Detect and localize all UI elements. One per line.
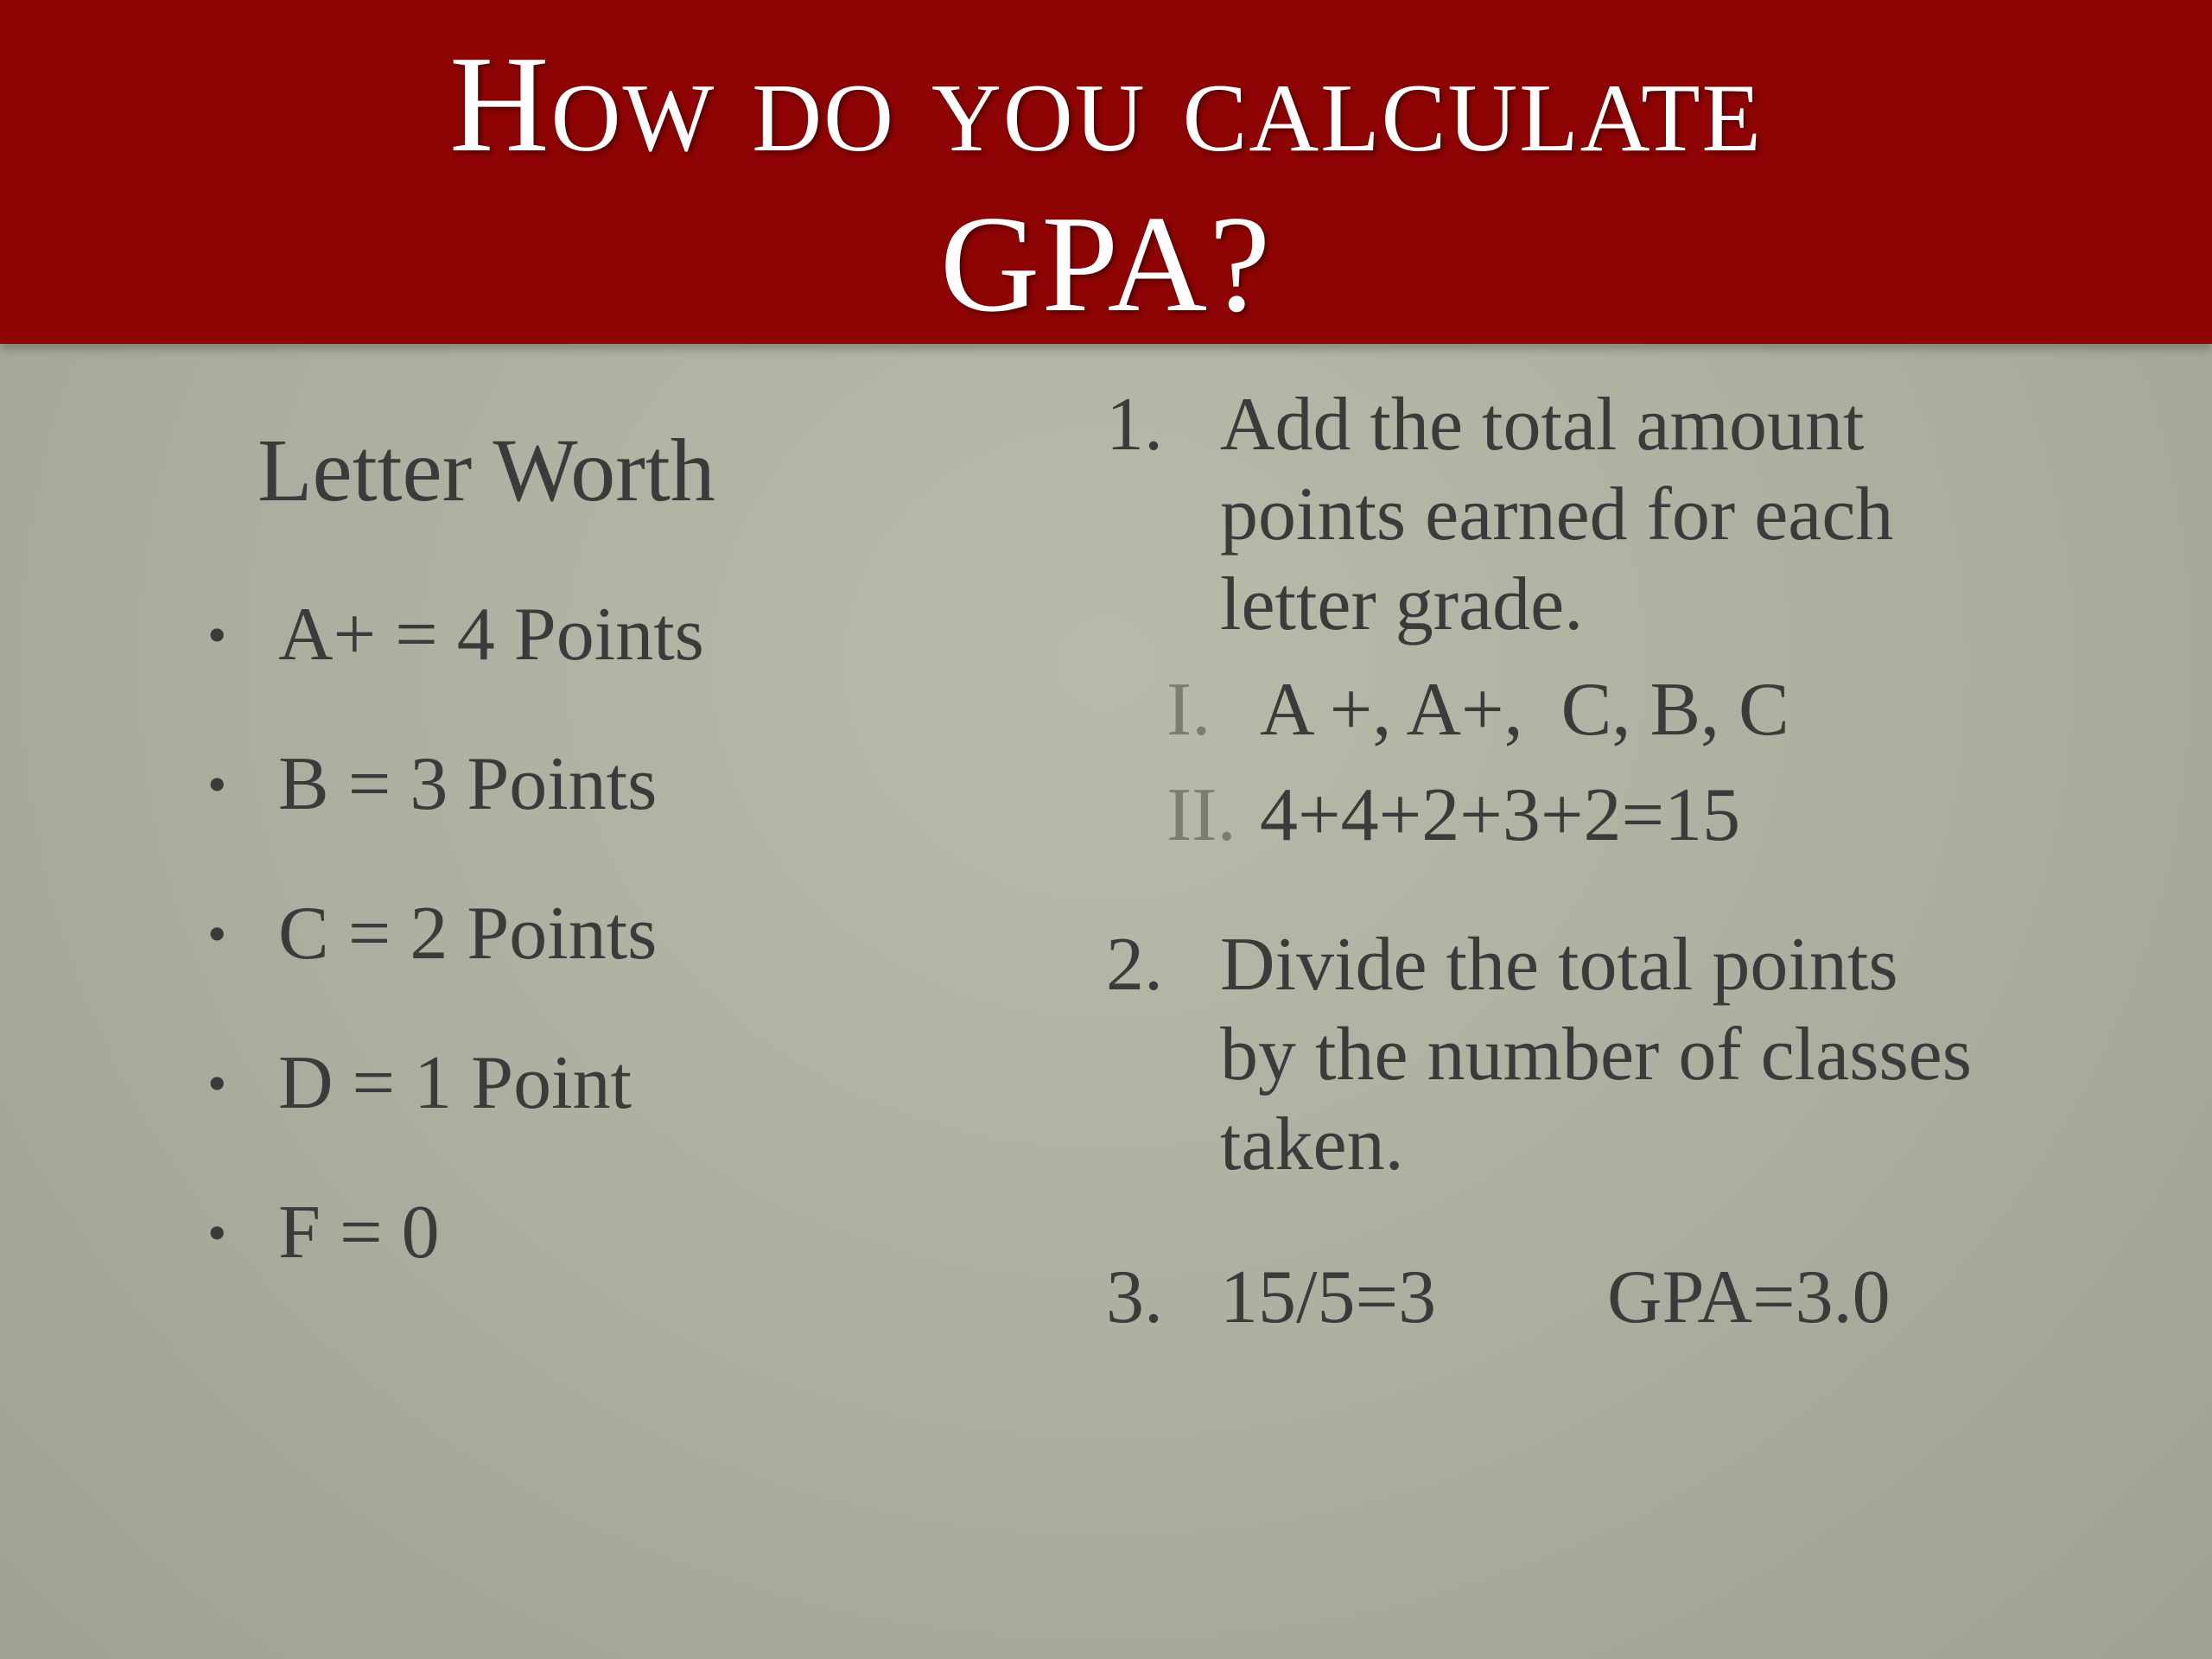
step-result: GPA=3.0	[1607, 1255, 1891, 1339]
bullet-icon: •	[207, 604, 227, 665]
sub-item-text: A +, A+, C, B, C	[1260, 668, 1789, 752]
step-line: taken.	[1220, 1103, 1404, 1186]
title-band	[0, 0, 2212, 344]
step-number: 3.	[1106, 1255, 1163, 1339]
bullet-icon: •	[207, 753, 227, 815]
list-item-text: B = 3 Points	[278, 742, 658, 826]
roman-numeral: II.	[1166, 773, 1236, 857]
step-line: Divide the total points	[1220, 923, 1898, 1007]
title-line-1: How do you calculate	[449, 27, 1763, 181]
roman-numeral: I.	[1166, 668, 1211, 752]
bullet-icon: •	[207, 903, 227, 964]
step-line: points earned for each	[1220, 473, 1894, 556]
title-line-2: GPA?	[939, 187, 1273, 340]
letter-worth-heading: Letter Worth	[257, 421, 715, 520]
step-number: 1.	[1106, 383, 1163, 467]
sub-item-1	[1166, 665, 1789, 755]
step-text	[1220, 920, 1972, 1190]
step-calculation: 15/5=3	[1220, 1255, 1437, 1339]
step-line: Add the total amount	[1220, 383, 1865, 467]
list-item-text: F = 0	[278, 1191, 440, 1274]
list-item-text: D = 1 Point	[278, 1041, 632, 1125]
step-text	[1220, 380, 1893, 650]
sub-item-2	[1166, 771, 1740, 861]
step-line: letter grade.	[1220, 563, 1584, 646]
step-number: 2.	[1106, 923, 1163, 1007]
bullet-icon: •	[207, 1052, 227, 1114]
sub-item-text: 4+4+2+3+2=15	[1260, 773, 1741, 857]
step-line: by the number of classes	[1220, 1013, 1972, 1096]
bullet-icon: •	[207, 1202, 227, 1263]
list-item-text: A+ = 4 Points	[278, 593, 704, 677]
slide-title	[0, 24, 2212, 344]
list-item-text: C = 2 Points	[278, 892, 658, 976]
